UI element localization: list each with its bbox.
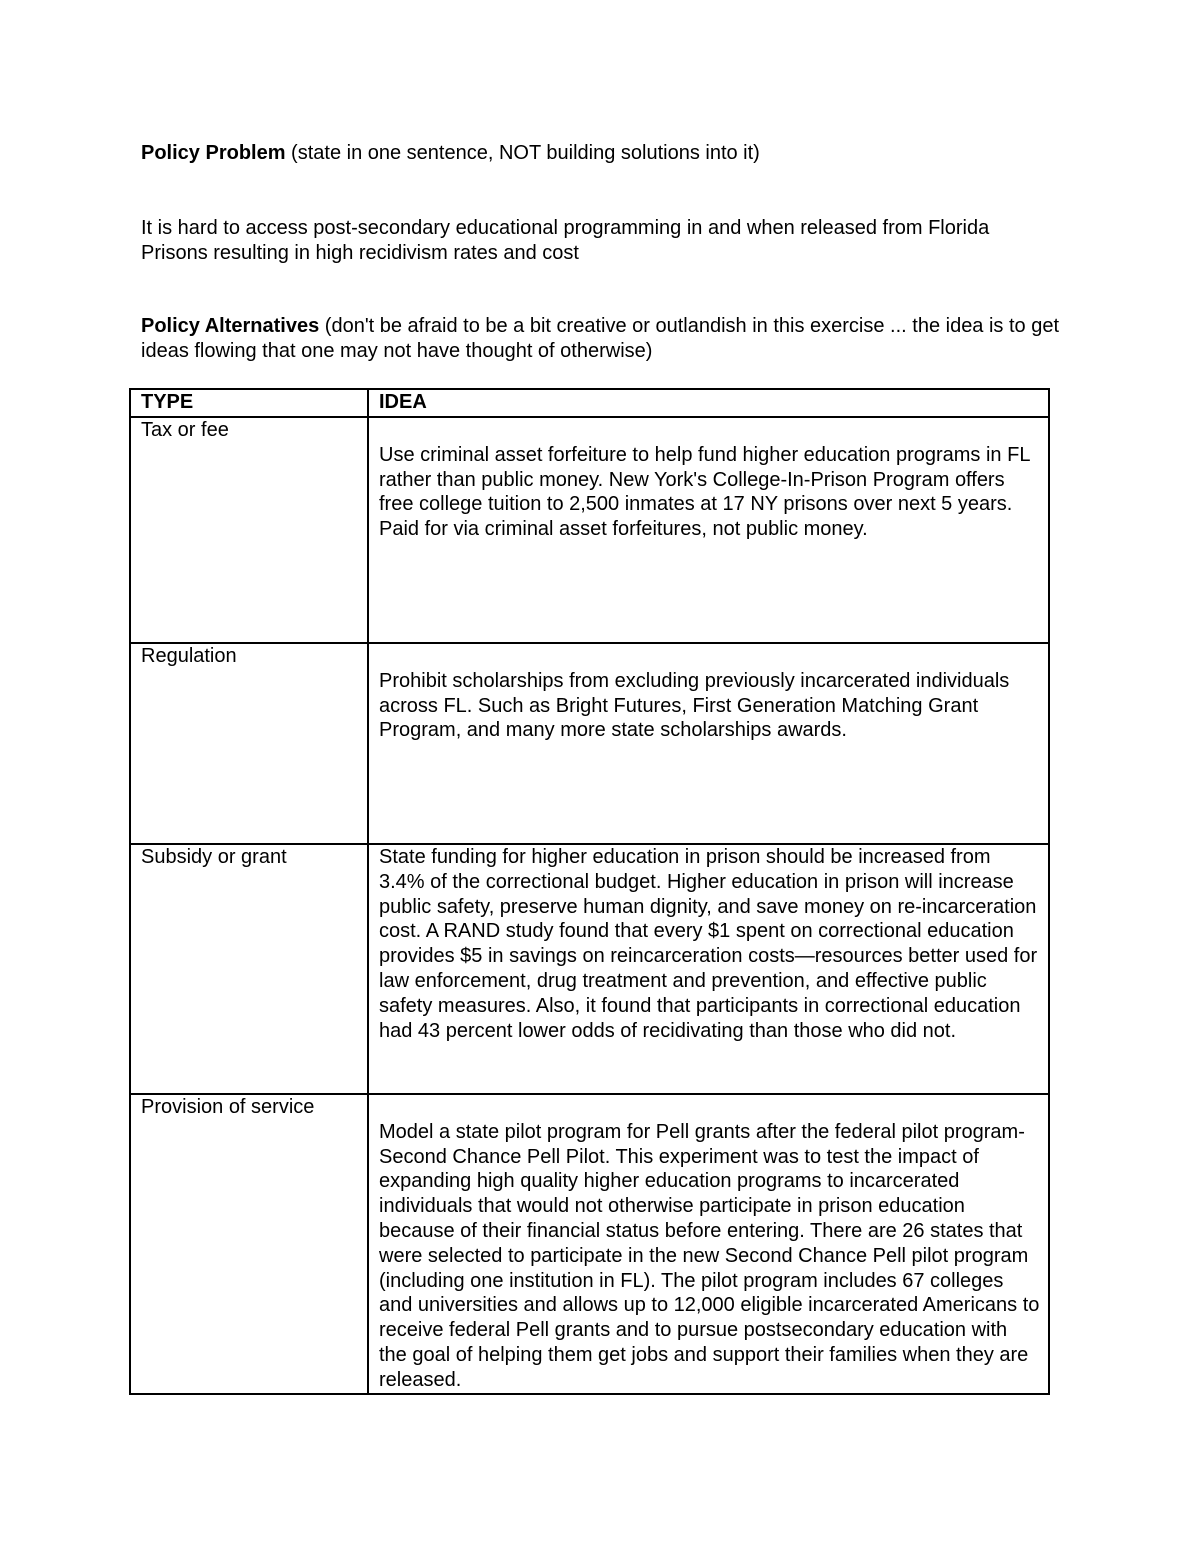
- idea-cell: [368, 1094, 1049, 1394]
- header-type: TYPE: [130, 389, 368, 417]
- blank-line: [379, 1095, 1040, 1120]
- policy-alternatives-table: [129, 388, 1050, 1395]
- policy-problem-instruction: (state in one sentence, NOT building solutions into it): [285, 142, 760, 164]
- table-row-subsidy-or-grant: [130, 844, 1049, 1094]
- table-row-tax-or-fee: [130, 417, 1049, 643]
- idea-cell: [368, 643, 1049, 844]
- policy-problem-statement: It is hard to access post-secondary educational programming in and when released from Florida Prisons resulting in high recidivism rates and cost: [141, 217, 990, 264]
- table-row-regulation: [130, 643, 1049, 844]
- table-header-row: [130, 389, 1049, 417]
- policy-alternatives-heading: [141, 314, 1061, 364]
- idea-cell: [368, 417, 1049, 643]
- header-idea: IDEA: [368, 389, 1049, 417]
- policy-alternatives-instruction: (don't be afraid to be a bit creative or outlandish in this exercise ... the idea is to get ideas flowing that one may not have thought of otherwise): [141, 315, 1060, 362]
- blank-line: [379, 644, 1040, 669]
- type-cell: Subsidy or grant: [130, 844, 368, 1094]
- type-cell: Regulation: [130, 643, 368, 844]
- policy-problem-heading: [141, 141, 1061, 166]
- table-row-provision-of-service: [130, 1094, 1049, 1394]
- idea-text: Prohibit scholarships from excluding previously incarcerated individuals across FL. Such as Bright Futures, First Generation Matching Grant Program, and many more state scholarships awards.: [379, 669, 1010, 742]
- policy-alternatives-label: Policy Alternatives: [141, 315, 320, 337]
- policy-problem-label: Policy Problem: [141, 142, 286, 164]
- idea-text: Use criminal asset forfeiture to help fund higher education programs in FL rather than public money. New York's College-In-Prison Program offers free college tuition to 2,500 inmates at 17 NY prisons over next 5 years. Paid for via criminal asset forfeitures, not public money.: [379, 443, 1030, 541]
- blank-line: [379, 418, 1040, 443]
- type-cell: Provision of service: [130, 1094, 368, 1394]
- type-cell: Tax or fee: [130, 417, 368, 643]
- idea-text: Model a state pilot program for Pell grants after the federal pilot program- Second Chance Pell Pilot. This experiment was to test the impact of expanding high quality higher education programs to incarcerated individuals that would not otherwise participate in prison education because of their financial status before entering. There are 26 states that were selected to participate in the new Second Chance Pell pilot program (including one institution in FL). The pilot program includes 67 colleges and universities and allows up to 12,000 eligible incarcerated Americans to receive federal Pell grants and to pursue postsecondary education with the goal of helping them get jobs and support their families when they are released.: [379, 1120, 1040, 1391]
- idea-cell: State funding for higher education in prison should be increased from 3.4% of the correctional budget. Higher education in prison will increase public safety, preserve human dignity, and save money on re-incarceration cost. A RAND study found that every $1 spent on correctional education provides $5 in savings on reincarceration costs—resources better used for law enforcement, drug treatment and prevention, and effective public safety measures. Also, it found that participants in correctional education had 43 percent lower odds of recidivating than those who did not.: [368, 844, 1049, 1094]
